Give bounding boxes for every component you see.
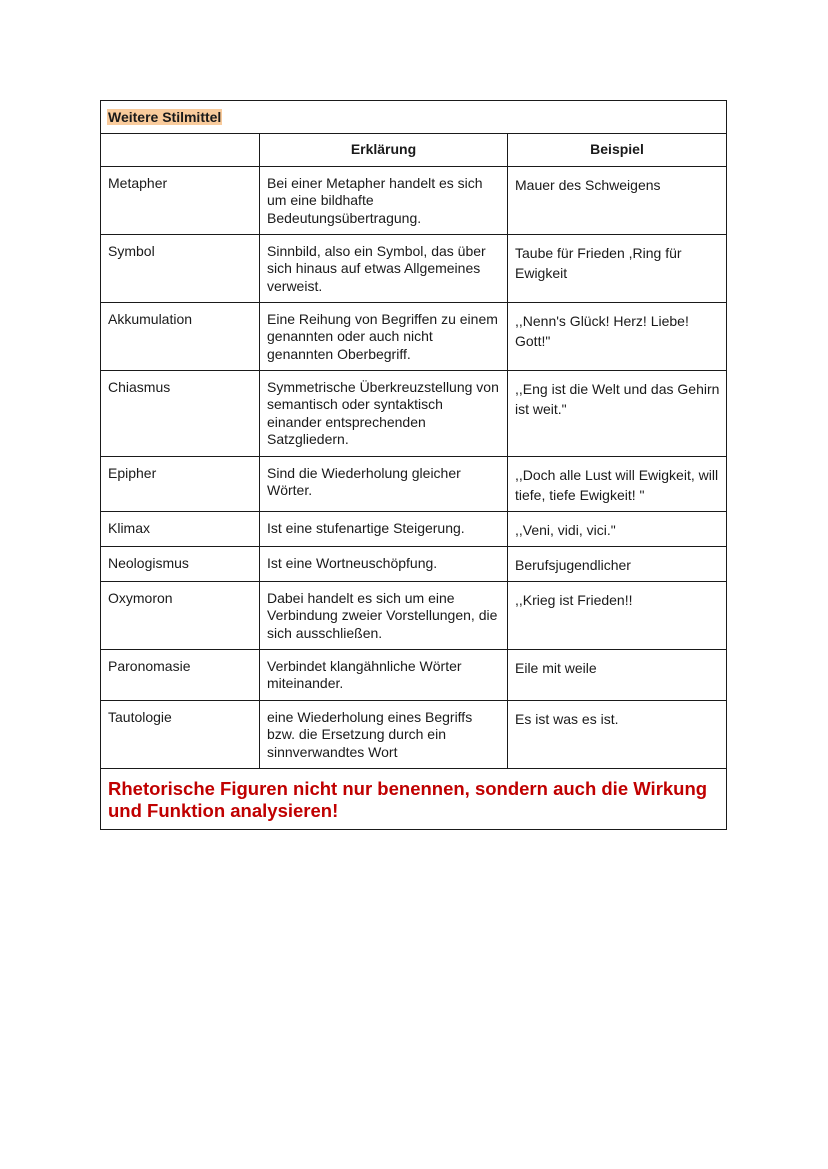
example-cell: Eile mit weile: [508, 649, 727, 700]
analysis-note: Rhetorische Figuren nicht nur benennen, sondern auch die Wirkung und Funktion analysieren!: [101, 768, 727, 829]
explanation-cell: Ist eine stufenartige Steigerung.: [260, 511, 508, 546]
table-row: [101, 234, 727, 302]
table-row: [101, 370, 727, 456]
table-row: [101, 511, 727, 546]
table-row: [101, 166, 727, 234]
explanation-cell: Bei einer Metapher handelt es sich um eine bildhafte Bedeutungsübertragung.: [260, 166, 508, 234]
term-cell: Neologismus: [101, 546, 260, 581]
header-term: [101, 134, 260, 167]
term-cell: Symbol: [101, 234, 260, 302]
example-cell: ,,Krieg ist Frieden!!: [508, 581, 727, 649]
example-cell: ,,Veni, vidi, vici.": [508, 511, 727, 546]
explanation-cell: Sind die Wiederholung gleicher Wörter.: [260, 456, 508, 511]
header-example: Beispiel: [508, 134, 727, 167]
explanation-cell: Verbindet klangähnliche Wörter miteinander.: [260, 649, 508, 700]
term-cell: Chiasmus: [101, 370, 260, 456]
term-cell: Tautologie: [101, 700, 260, 768]
table-title: Weitere Stilmittel: [108, 109, 222, 125]
term-cell: Epipher: [101, 456, 260, 511]
note-row: [101, 768, 727, 829]
example-cell: ,,Doch alle Lust will Ewigkeit, will tiefe, tiefe Ewigkeit! ": [508, 456, 727, 511]
table-row: [101, 302, 727, 370]
table-row: [101, 649, 727, 700]
term-cell: Oxymoron: [101, 581, 260, 649]
table-row: [101, 546, 727, 581]
table-header-row: [101, 134, 727, 167]
table-title-row: [101, 101, 727, 134]
example-cell: Mauer des Schweigens: [508, 166, 727, 234]
term-cell: Akkumulation: [101, 302, 260, 370]
example-cell: Es ist was es ist.: [508, 700, 727, 768]
table-title-cell: [101, 101, 727, 134]
explanation-cell: eine Wiederholung eines Begriffs bzw. die Ersetzung durch ein sinnverwandtes Wort: [260, 700, 508, 768]
table-row: [101, 456, 727, 511]
document-page: [100, 100, 726, 830]
example-cell: ,,Nenn's Glück! Herz! Liebe! Gott!": [508, 302, 727, 370]
example-cell: ,,Eng ist die Welt und das Gehirn ist weit.": [508, 370, 727, 456]
header-explanation: Erklärung: [260, 134, 508, 167]
explanation-cell: Dabei handelt es sich um eine Verbindung zweier Vorstellungen, die sich ausschließen.: [260, 581, 508, 649]
explanation-cell: Ist eine Wortneuschöpfung.: [260, 546, 508, 581]
explanation-cell: Eine Reihung von Begriffen zu einem genannten oder auch nicht genannten Oberbegriff.: [260, 302, 508, 370]
explanation-cell: Sinnbild, also ein Symbol, das über sich hinaus auf etwas Allgemeines verweist.: [260, 234, 508, 302]
example-cell: Berufsjugendlicher: [508, 546, 727, 581]
table-row: [101, 581, 727, 649]
term-cell: Klimax: [101, 511, 260, 546]
table-row: [101, 700, 727, 768]
explanation-cell: Symmetrische Überkreuzstellung von semantisch oder syntaktisch einander entsprechenden Satzgliedern.: [260, 370, 508, 456]
stilmittel-table: [100, 100, 727, 830]
term-cell: Metapher: [101, 166, 260, 234]
example-cell: Taube für Frieden ,Ring für Ewigkeit: [508, 234, 727, 302]
term-cell: Paronomasie: [101, 649, 260, 700]
